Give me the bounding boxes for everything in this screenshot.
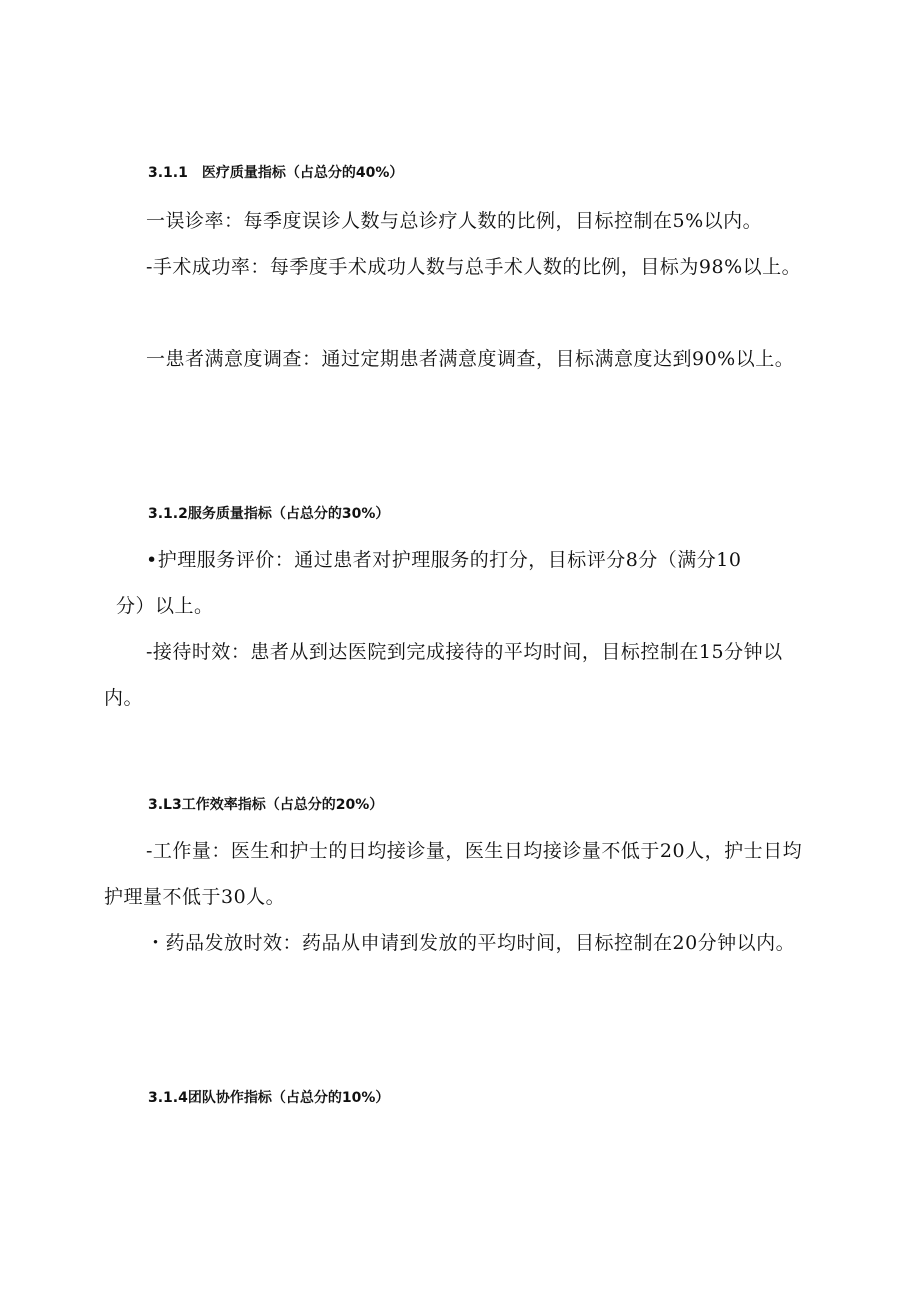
paragraph-drug-dispensing-time: ・药品发放时效：药品从申请到发放的平均时间，目标控制在20分钟以内。: [146, 932, 796, 954]
paragraph-misdiagnosis-rate: 一误诊率：每季度误诊人数与总诊疗人数的比例，目标控制在5%以内。: [146, 210, 763, 232]
paragraph-surgery-success-rate: -手术成功率：每季度手术成功人数与总手术人数的比例，目标为98%以上。: [146, 256, 802, 278]
paragraph-patient-satisfaction: 一患者满意度调查：通过定期患者满意度调查，目标满意度达到90%以上。: [146, 348, 795, 370]
paragraph-reception-time: -接待时效：患者从到达医院到完成接待的平均时间，目标控制在15分钟以内。: [104, 641, 783, 709]
paragraph-nursing-evaluation-continued: 分）以上。: [116, 595, 214, 617]
paragraph-workload: -工作量：医生和护士的日均接诊量，医生日均接诊量不低于20人，护士日均护理量不低于30人。: [104, 840, 803, 908]
paragraph-nursing-evaluation: •护理服务评价：通过患者对护理服务的打分，目标评分8分（满分10: [146, 549, 742, 571]
section-heading-3-1-1: 3.1.1 医疗质量指标（占总分的40%）: [148, 165, 404, 181]
section-heading-3-1-4: 3.1.4团队协作指标（占总分的10%）: [148, 1090, 390, 1106]
section-heading-3-1-3: 3.L3工作效率指标（占总分的20%）: [148, 797, 384, 813]
section-heading-3-1-2: 3.1.2服务质量指标（占总分的30%）: [148, 506, 390, 522]
